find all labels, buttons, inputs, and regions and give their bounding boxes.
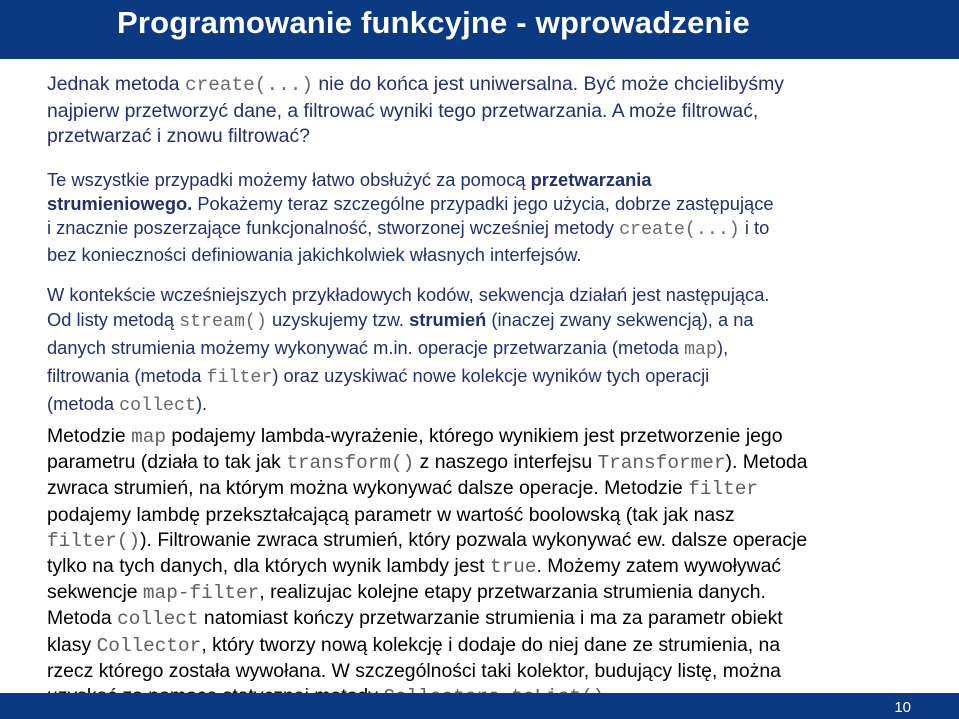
slide-title: Programowanie funkcyjne - wprowadzenie — [117, 5, 750, 40]
text: (inaczej zwany sekwencją), a na — [486, 309, 754, 330]
text: parametru (działa to tak jak — [47, 451, 287, 474]
text: Jednak metoda — [47, 73, 185, 95]
text: ). — [195, 393, 208, 414]
code-transformer: Transformer — [597, 452, 726, 475]
paragraph-streams — [47, 168, 927, 267]
text: ). Filtrowanie zwraca strumień, który pozwala wykonywać ew. dalsze operacje — [140, 528, 808, 551]
text: rzecz którego została wywołana. W szczególności taki kolektor, budujący listę, można — [47, 659, 781, 682]
code-filter: filter — [688, 478, 759, 501]
text: , który tworzy nową kolekcję i dodaje do niej dane ze strumienia, na — [201, 633, 781, 656]
text: Metodzie — [47, 425, 132, 447]
text: filtrowania (metoda — [47, 365, 207, 386]
text: , realizujac kolejne etapy przetwarzania strumienia danych. — [259, 581, 766, 604]
code-transform: transform() — [286, 452, 415, 475]
text: ) oraz uzyskiwać nowe kolekcje wyników tych operacji — [272, 365, 710, 386]
text: sekwencje — [47, 581, 143, 604]
bold-term: strumieniowego. — [47, 193, 193, 215]
code-collect: collect — [117, 608, 199, 631]
code-create: create(...) — [184, 74, 313, 96]
text: podajemy lambda-wyrażenie, którego wynikiem jest przetworzenie jego — [166, 425, 783, 447]
text: Metoda — [47, 607, 118, 630]
code-filter-call: filter() — [47, 529, 141, 552]
text: z naszego interfejsu — [414, 451, 598, 474]
text: danych strumienia możemy wykonywać m.in. operacje przetwarzania (metoda — [47, 337, 685, 358]
code-filter: filter — [206, 368, 273, 388]
text: Od listy metodą — [47, 309, 180, 330]
text: i znacznie poszerzające funkcjonalność, stworzonej wcześniej metody — [47, 217, 620, 239]
text: tylko na tych danych, dla których wynik lambdy jest — [47, 555, 490, 578]
text: . Możemy zatem wywoływać — [536, 555, 782, 578]
footer-bar — [0, 693, 959, 719]
text: Pokażemy teraz szczególne przypadki jego użycia, dobrze zastępujące — [192, 193, 774, 215]
paragraph-intro — [47, 72, 927, 150]
text: ), — [716, 337, 729, 358]
text: nie do końca jest uniwersalna. Być może chcielibyśmy — [312, 73, 784, 95]
code-create: create(...) — [619, 220, 740, 241]
text: uzyskujemy tzw. — [266, 309, 410, 330]
code-map: map — [131, 426, 166, 448]
code-true: true — [489, 556, 537, 579]
paragraph-sequence — [47, 282, 927, 419]
text: natomiast kończy przetwarzanie strumienia i ma za parametr obiekt — [198, 607, 783, 630]
paragraph-details — [47, 424, 927, 710]
text: Te wszystkie przypadki możemy łatwo obsłużyć za pomocą — [47, 169, 531, 190]
text: ). Metoda — [725, 451, 808, 474]
code-stream: stream() — [179, 312, 267, 332]
code-collector: Collector — [96, 634, 202, 657]
bold-term: strumień — [409, 309, 487, 330]
code-collect: collect — [119, 396, 196, 416]
code-map: map — [684, 340, 717, 360]
bold-term: przetwarzania — [530, 169, 652, 190]
page-number: 10 — [894, 699, 911, 716]
text: przetwarzać i znowu filtrować? — [47, 125, 310, 147]
text: zwraca strumień, na którym można wykonywać dalsze operacje. Metodzie — [47, 477, 689, 500]
text: i to — [739, 217, 770, 239]
text: W kontekście wcześniejszych przykładowych kodów, sekwencja działań jest następująca. — [47, 284, 770, 305]
text: najpierw przetworzyć dane, a filtrować wyniki tego przetwarzania. A może filtrować, — [47, 99, 759, 122]
code-map-filter: map-filter — [142, 582, 260, 605]
text: podajemy lambdę przekształcającą parametr w wartość boolowską (tak jak nasz — [47, 503, 735, 526]
text: klasy — [47, 633, 97, 656]
text: (metoda — [47, 393, 120, 414]
text: bez konieczności definiowania jakichkolwiek własnych interfejsów. — [47, 243, 582, 265]
